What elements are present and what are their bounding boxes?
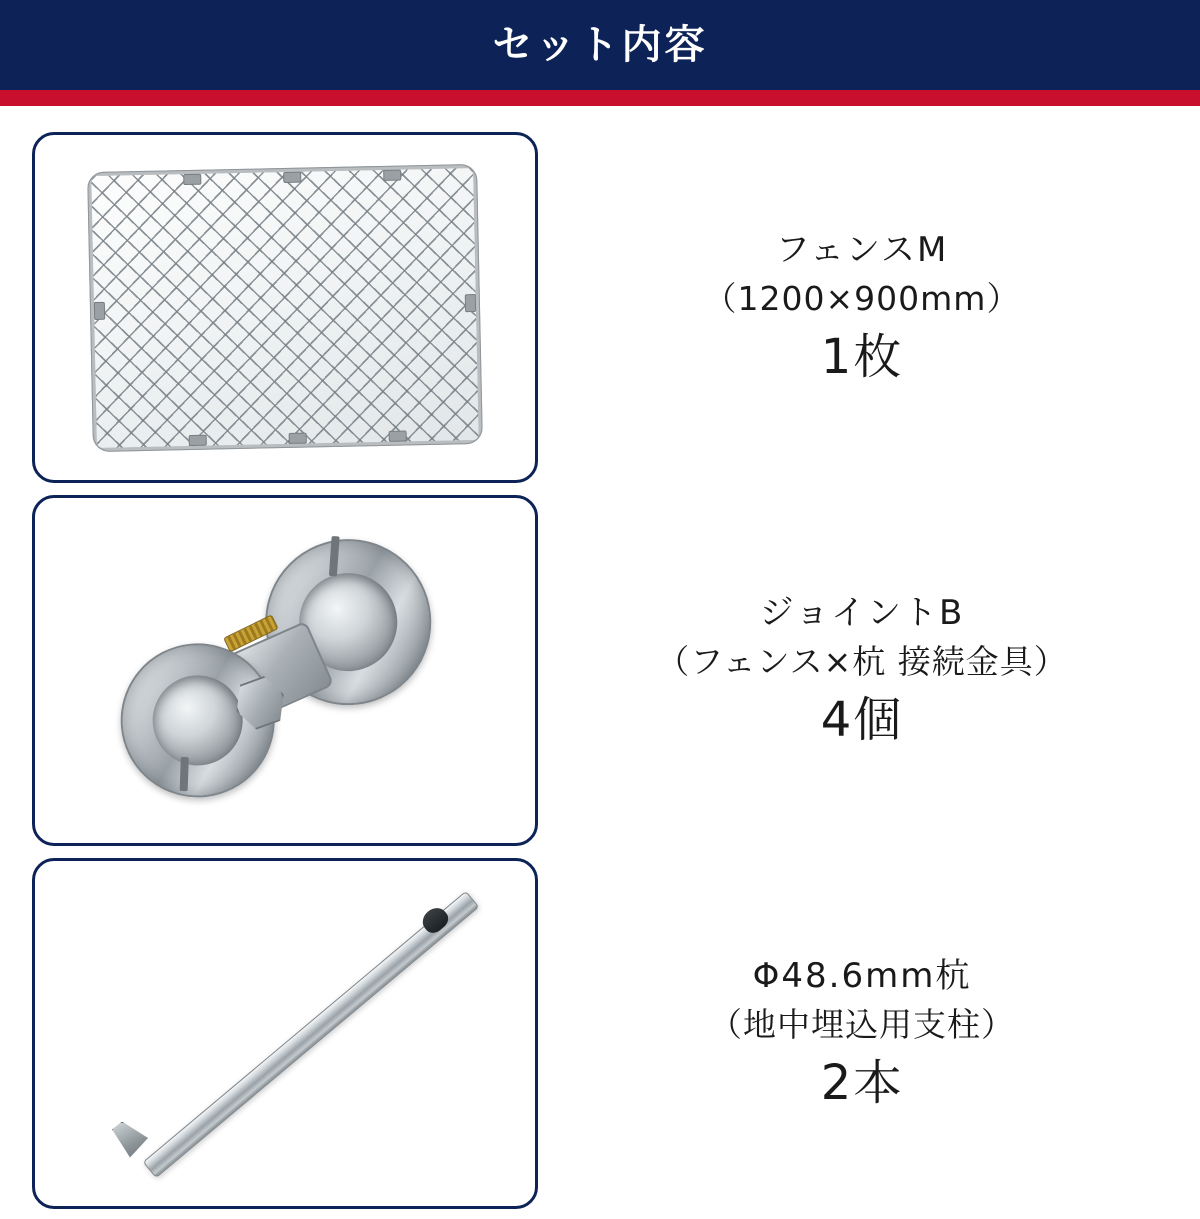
item-name: Φ48.6mm杭 (752, 955, 972, 996)
clamp-gap-lower (180, 756, 189, 790)
item-list (0, 130, 1200, 1219)
fence-tab-icon (94, 301, 105, 319)
list-item (0, 493, 1200, 848)
fence-tab-icon (283, 171, 301, 182)
ground-post-photo (32, 858, 538, 1209)
fence-panel-photo (32, 132, 538, 483)
item-spec: （フェンス×杭 接続金具） (656, 641, 1068, 681)
list-item (0, 130, 1200, 485)
page-title: セット内容 (492, 22, 708, 68)
list-item (0, 856, 1200, 1211)
joint-clamp-image (35, 498, 535, 843)
post-tip-icon (112, 1122, 148, 1158)
header-bar (0, 0, 1200, 90)
fence-tab-icon (383, 169, 401, 180)
fence-illustration (87, 163, 483, 451)
header-accent-stripe (0, 90, 1200, 106)
fence-tab-icon (289, 432, 307, 443)
post-caption (538, 952, 1200, 1116)
fence-panel-image (35, 135, 535, 480)
item-quantity: 1枚 (820, 328, 904, 385)
item-quantity: 4個 (820, 691, 904, 748)
item-spec: （地中埋込用支柱） (709, 1004, 1015, 1044)
post-shaft (143, 890, 480, 1177)
clamp-ring-lower-hole (148, 670, 247, 769)
fence-tab-icon (465, 294, 476, 312)
item-spec: （1200×900mm） (703, 278, 1021, 318)
item-name: ジョイントB (759, 592, 965, 633)
ground-post-image (35, 861, 535, 1206)
item-name: フェンスM (775, 229, 949, 270)
item-quantity: 2本 (820, 1054, 904, 1111)
fence-tab-icon (389, 430, 407, 441)
fence-tab-icon (189, 434, 207, 445)
fence-mesh (91, 168, 479, 448)
post-illustration (70, 884, 500, 1184)
fence-caption (538, 226, 1200, 390)
joint-caption (538, 589, 1200, 753)
clamp-illustration (96, 508, 474, 833)
joint-clamp-photo (32, 495, 538, 846)
fence-tab-icon (183, 173, 201, 184)
